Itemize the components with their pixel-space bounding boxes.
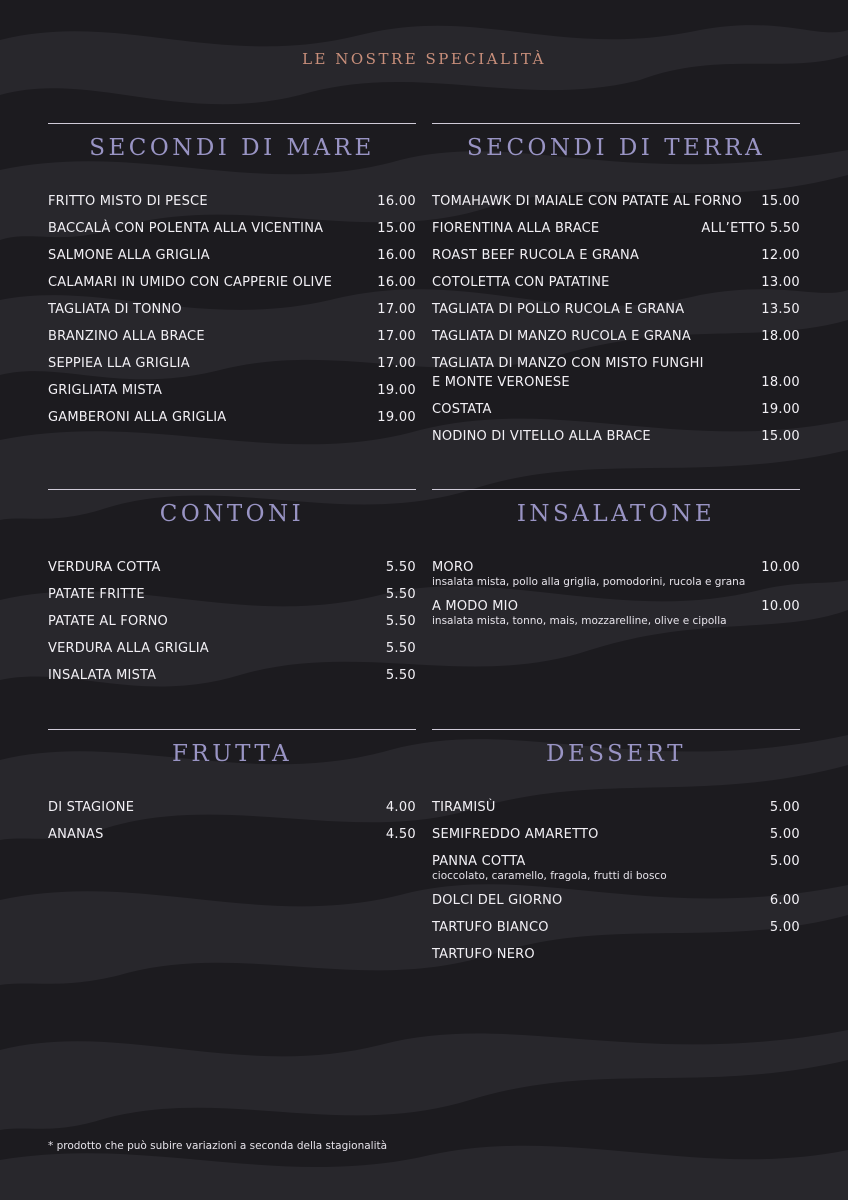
menu-item [48,612,416,631]
menu-item-name: TOMAHAWK DI MAIALE CON PATATE AL FORNO [432,194,742,209]
menu-item-name: PATATE AL FORNO [48,614,168,629]
menu-item-price: 5.00 [769,854,800,869]
menu-item-price: 15.00 [377,221,416,236]
menu-item [432,273,800,292]
menu-item-name: FIORENTINA ALLA BRACE [432,221,600,236]
menu-item-text [48,246,377,265]
menu-item-name: SALMONE ALLA GRIGLIA [48,248,210,263]
menu-item-name: PATATE FRITTE [48,587,145,602]
section-title: SECONDI DI TERRA [466,135,766,161]
menu-item [48,585,416,604]
menu-item-price: 10.00 [761,560,800,575]
menu-item-description: cioccolato, caramello, fragola, frutti di bosco [432,870,667,882]
menu-item [432,400,800,419]
menu-item-text [432,327,761,346]
section-title: CONTONI [159,501,305,527]
menu-items [48,798,416,844]
section-secondi-di-terra [432,123,800,454]
menu-item-name: NODINO DI VITELLO ALLA BRACE [432,429,651,444]
menu-item-text [432,354,761,392]
menu-item [432,945,800,964]
menu-item [48,246,416,265]
menu-item [48,798,416,817]
menu-item-price: 17.00 [377,329,416,344]
menu-item-text [432,558,761,589]
section-title: INSALATONE [516,501,716,527]
menu-item-name: TAGLIATA DI TONNO [48,302,182,317]
menu-item-price: 16.00 [377,194,416,209]
menu-item-price: 6.00 [769,893,800,908]
menu-item-text [48,585,386,604]
menu-item [48,408,416,427]
menu-item [432,427,800,446]
menu-item-name: DI STAGIONE [48,800,135,815]
menu-item [432,354,800,392]
menu-item-name: GRIGLIATA MISTA [48,383,163,398]
menu-item-name: TAGLIATA DI POLLO RUCOLA E GRANA [432,302,685,317]
menu-item [432,558,800,589]
menu-item-text [48,558,386,577]
menu-item-price: 5.50 [385,668,416,683]
menu-item-description: insalata mista, pollo alla griglia, pomodorini, rucola e grana [432,576,746,588]
menu-item [432,891,800,910]
menu-item [48,192,416,211]
menu-item-price: ALL’ETTO 5.50 [701,221,800,236]
menu-item-name: TIRAMISÙ [432,800,496,815]
menu-item-text [48,825,386,844]
menu-item-price: 19.00 [761,402,800,417]
menu-items [432,192,800,446]
menu-item [432,246,800,265]
menu-item-price: 15.00 [761,194,800,209]
menu-item-price: 5.50 [385,614,416,629]
menu-item-price: 18.00 [761,329,800,344]
menu-item-price: 4.00 [385,800,416,815]
menu-item [48,327,416,346]
menu-item-name: VERDURA ALLA GRIGLIA [48,641,209,656]
menu-item-text [432,891,770,910]
menu-item-name: COSTATA [432,402,492,417]
menu-item-price: 5.50 [385,560,416,575]
menu-item [48,381,416,400]
menu-item-name: TAGLIATA DI MANZO RUCOLA E GRANA [432,329,691,344]
menu-item-name: SEPPIEA LLA GRIGLIA [48,356,190,371]
menu-item [432,798,800,817]
menu-item-description: insalata mista, tonno, mais, mozzarelline, olive e cipolla [432,615,727,627]
section-title: FRUTTA [171,741,293,767]
menu-item-name: TAGLIATA DI MANZO CON MISTO FUNGHI E MONTE VERONESE [432,356,704,390]
menu-item-text [48,327,377,346]
menu-item-name: SEMIFREDDO AMARETTO [432,827,599,842]
menu-item-text [48,273,377,292]
menu-item-text [48,192,377,211]
menu-item-text [48,219,377,238]
section-frutta [48,729,416,852]
menu-item [48,666,416,685]
menu-item-text [432,273,761,292]
menu-item [432,219,800,238]
menu-item-name: MORO [432,560,474,575]
section-dessert [432,729,800,972]
menu-item [48,825,416,844]
menu-item-text [432,918,770,937]
section-insalatone [432,489,800,636]
menu-item [48,300,416,319]
menu-item-name: DOLCI DEL GIORNO [432,893,563,908]
menu-item-text [432,246,761,265]
menu-item-price: 19.00 [377,383,416,398]
menu-item [432,300,800,319]
menu-item-name: COTOLETTA CON PATATINE [432,275,610,290]
menu-item-text [48,354,377,373]
menu-item-price: 4.50 [385,827,416,842]
menu-item-price: 5.00 [769,920,800,935]
menu-item-price: 13.00 [761,275,800,290]
page-title: LE NOSTRE SPECIALITÀ [302,50,546,68]
menu-items [432,558,800,628]
section-contorni [48,489,416,693]
section-secondi-di-mare [48,123,416,435]
menu-item-text [48,798,386,817]
menu-item-price: 5.50 [385,587,416,602]
menu-item-text [432,219,701,238]
menu-item [432,825,800,844]
footnote: * prodotto che può subire variazioni a seconda della stagionalità [48,1140,388,1152]
menu-item-price: 12.00 [761,248,800,263]
menu-items [48,558,416,685]
menu-item-price: 16.00 [377,248,416,263]
menu-item-text [48,639,386,658]
menu-item-name: INSALATA MISTA [48,668,157,683]
menu-item [432,192,800,211]
menu-item-price: 19.00 [377,410,416,425]
menu-item-text [48,666,386,685]
menu-item-text [432,852,770,883]
menu-item-name: ROAST BEEF RUCOLA E GRANA [432,248,640,263]
menu-item-name: BRANZINO ALLA BRACE [48,329,205,344]
section-title: SECONDI DI MARE [89,135,375,161]
menu-item [432,327,800,346]
menu-items [432,798,800,964]
menu-items [48,192,416,427]
menu-item-name: VERDURA COTTA [48,560,161,575]
menu-item-name: BACCALÀ CON POLENTA ALLA VICENTINA [48,221,324,236]
menu-item-name: TARTUFO BIANCO [432,920,549,935]
menu-item-text [432,945,800,964]
menu-item-text [432,300,761,319]
menu-item-name: A MODO MIO [432,599,519,614]
menu-item-price: 17.00 [377,302,416,317]
menu-item-name: PANNA COTTA [432,854,526,869]
menu-item-price: 16.00 [377,275,416,290]
menu-item-price: 10.00 [761,599,800,614]
menu-item-text [432,427,761,446]
menu-item-name: FRITTO MISTO DI PESCE [48,194,208,209]
menu-item-name: CALAMARI IN UMIDO CON CAPPERIE OLIVE [48,275,333,290]
menu-item [432,852,800,883]
menu-item-price: 15.00 [761,429,800,444]
menu-item-text [432,825,770,844]
menu-item-price: 13.50 [761,302,800,317]
menu-item [48,639,416,658]
menu-item-name: ANANAS [48,827,104,842]
menu-item-text [48,408,377,427]
menu-item [432,918,800,937]
menu-item [48,558,416,577]
menu-item-name: TARTUFO NERO [432,947,535,962]
menu-item [48,219,416,238]
menu-item-text [432,400,761,419]
menu-item-price: 17.00 [377,356,416,371]
menu-item-text [432,798,770,817]
menu-item [48,273,416,292]
menu-item-text [432,597,761,628]
menu-item-price: 5.50 [385,641,416,656]
menu-item-text [432,192,761,211]
menu-item-text [48,612,386,631]
menu-item-price: 18.00 [761,375,800,390]
menu-item [432,597,800,628]
menu-item-name: GAMBERONI ALLA GRIGLIA [48,410,227,425]
menu-item-price: 5.00 [769,800,800,815]
menu-item [48,354,416,373]
menu-item-price: 5.00 [769,827,800,842]
menu-item-text [48,381,377,400]
section-title: DESSERT [546,741,686,767]
menu-item-text [48,300,377,319]
